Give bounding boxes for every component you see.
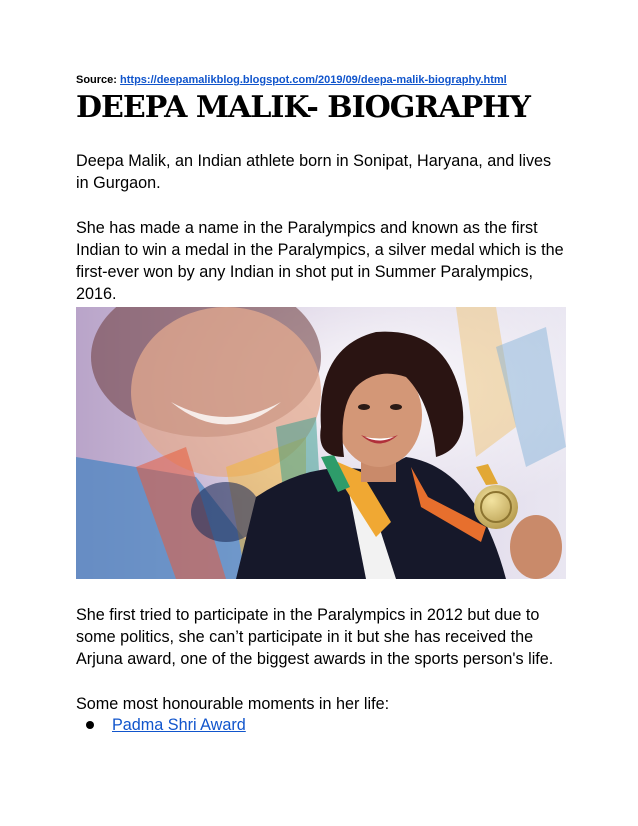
padma-shri-link[interactable]: Padma Shri Award bbox=[112, 716, 246, 734]
source-line bbox=[76, 74, 507, 86]
source-label: Source: bbox=[76, 74, 117, 86]
paragraph-intro: Deepa Malik, an Indian athlete born in Sonipat, Haryana, and lives in Gurgaon. bbox=[76, 152, 552, 192]
source-link[interactable]: https://deepamalikblog.blogspot.com/2019/09/deepa-malik-biography.html bbox=[120, 74, 507, 86]
moments-list bbox=[84, 714, 246, 736]
list-item bbox=[84, 714, 246, 736]
athlete-photo bbox=[76, 307, 566, 579]
bullet-icon bbox=[86, 721, 94, 729]
paragraph-arjuna: She first tried to participate in the Paralympics in 2012 but due to some politics, she can’t participate in it but she has received the Arjuna award, one of the biggest awards in the sports person's life. bbox=[76, 606, 554, 668]
paragraph-moments-intro: Some most honourable moments in her life: bbox=[76, 695, 390, 713]
page-title: DEEPA MALIK- BIOGRAPHY bbox=[76, 90, 530, 125]
paragraph-paralympics: She has made a name in the Paralympics and known as the first Indian to win a medal in the Paralympics, a silver medal which is the first-ever won by any Indian in shot put in Summer Paralympics, 2016. bbox=[76, 219, 564, 303]
